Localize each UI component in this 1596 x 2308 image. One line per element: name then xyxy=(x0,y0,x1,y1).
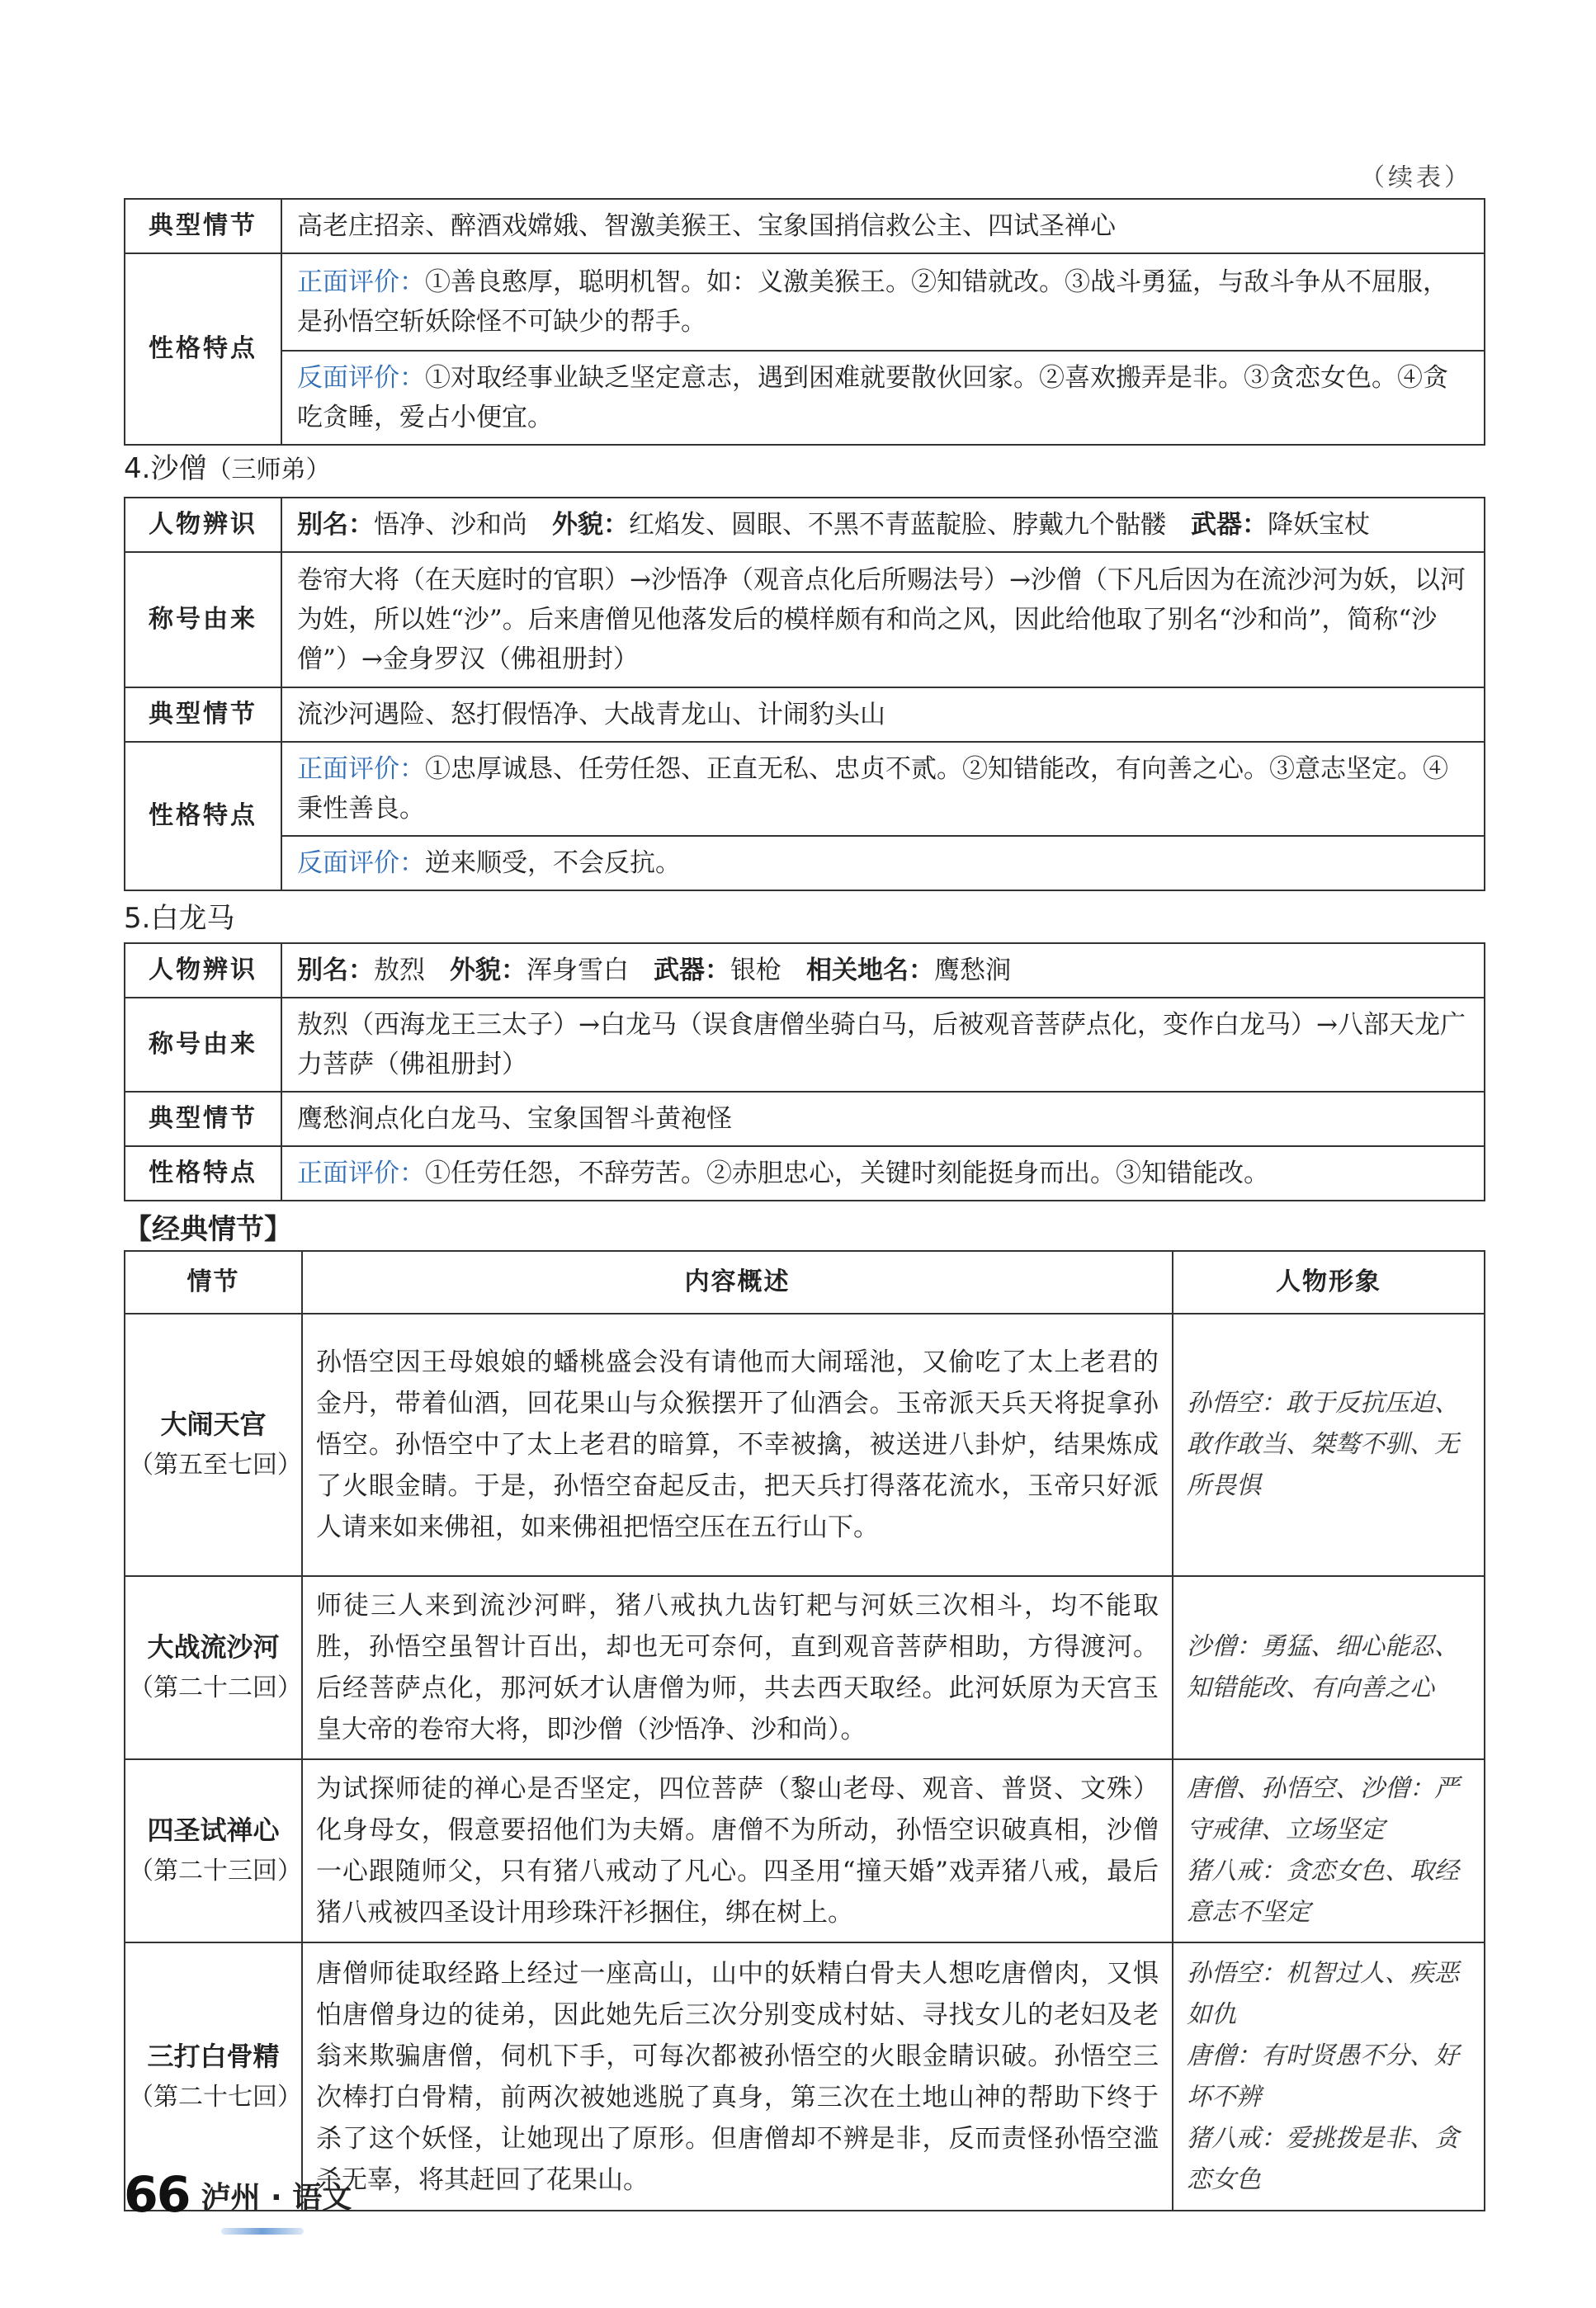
episode-name-cell: 四圣试禅心 （第二十三回） xyxy=(125,1759,302,1942)
header-plot: 情节 xyxy=(125,1251,302,1314)
label-plot: 典型情节 xyxy=(125,687,281,742)
page-number: 66 xyxy=(124,2166,190,2224)
header-summary: 内容概述 xyxy=(302,1251,1173,1314)
label-identify: 人物辨识 xyxy=(125,498,281,552)
classic-plots-title: 【经典情节】 xyxy=(124,1213,292,1246)
identify-row: 别名：敖烈 外貌：浑身雪白 武器：银枪 相关地名：鹰愁涧 xyxy=(281,943,1485,998)
label-origin: 称号由来 xyxy=(125,998,281,1092)
zhubajie-table-cont xyxy=(124,198,1485,446)
plot-text: 鹰愁涧点化白龙马、宝象国智斗黄袍怪 xyxy=(281,1092,1485,1146)
label-plot: 典型情节 xyxy=(125,199,281,253)
character-image: 孙悟空：机智过人、疾恶如仇 唐僧：有时贤愚不分、好坏不辨 猪八戒：爱挑拨是非、贪恋女色 xyxy=(1173,1942,1485,2211)
label-origin: 称号由来 xyxy=(125,552,281,687)
label-plot: 典型情节 xyxy=(125,1092,281,1146)
label-traits: 性格特点 xyxy=(125,1146,281,1201)
episode-name-cell: 大闹天宫 （第五至七回） xyxy=(125,1314,302,1576)
episode-summary: 唐僧师徒取经路上经过一座高山，山中的妖精白骨夫人想吃唐僧肉，又惧怕唐僧身边的徒弟，因此她先后三次分别变成村姑、寻找女儿的老妇及老翁来欺骗唐僧，伺机下手，可每次都被孙悟空的火眼金睛识破。孙悟空三次棒打白骨精，前两次被她逃脱了真身，第三次在土地山神的帮助下终于杀了这个妖怪，让她现出了原形。但唐僧却不辨是非，反而责怪孙悟空滥杀无辜，将其赶回了花果山。 xyxy=(302,1942,1173,2211)
section-title-shaseng: 4.沙僧（三师弟） xyxy=(124,452,331,485)
episode-name-cell: 大战流沙河 （第二十二回） xyxy=(125,1576,302,1759)
continued-note: （续表） xyxy=(1360,163,1472,192)
page-footer xyxy=(124,2166,352,2224)
negative-tag: 反面评价： xyxy=(297,363,425,393)
origin-text: 卷帘大将（在天庭时的官职）→沙悟净（观音点化后所赐法号）→沙僧（下凡后因为在流沙河为妖，以河为姓，所以姓“沙”。后来唐僧见他落发后的模样颇有和尚之风，因此给他取了别名“沙和尚”，简称“沙僧”）→金身罗汉（佛祖册封） xyxy=(281,552,1485,687)
section-title-bailongma: 5.白龙马 xyxy=(124,902,235,935)
plot-text: 流沙河遇险、怒打假悟净、大战青龙山、计闹豹头山 xyxy=(281,687,1485,742)
plot-text: 高老庄招亲、醉酒戏嫦娥、智激美猴王、宝象国捎信救公主、四试圣禅心 xyxy=(281,199,1485,253)
positive-text: ①善良憨厚，聪明机智。如：义激美猴王。②知错就改。③战斗勇猛，与敌斗争从不屈服，是孙悟空斩妖除怪不可缺少的帮手。 xyxy=(297,267,1448,337)
character-image: 唐僧、孙悟空、沙僧：严守戒律、立场坚定 猪八戒：贪恋女色、取经意志不坚定 xyxy=(1173,1759,1485,1942)
footer-text: 泸州 · 语文 xyxy=(201,2180,352,2215)
shaseng-table xyxy=(124,497,1485,891)
positive-eval: 正面评价：①忠厚诚恳、任劳任怨、正直无私、忠贞不贰。②知错能改，有向善之心。③意志坚定。④秉性善良。 xyxy=(281,742,1485,836)
character-image: 沙僧：勇猛、细心能忍、知错能改、有向善之心 xyxy=(1173,1576,1485,1759)
origin-text: 敖烈（西海龙王三太子）→白龙马（误食唐僧坐骑白马，后被观音菩萨点化，变作白龙马）→八部天龙广力菩萨（佛祖册封） xyxy=(281,998,1485,1092)
label-traits: 性格特点 xyxy=(125,742,281,890)
character-image: 孙悟空：敢于反抗压迫、敢作敢当、桀骜不驯、无所畏惧 xyxy=(1173,1314,1485,1576)
identify-row: 别名：悟净、沙和尚 外貌：红焰发、圆眼、不黑不青蓝靛脸、脖戴九个骷髅 武器：降妖宝杖 xyxy=(281,498,1485,552)
bailongma-table xyxy=(124,942,1485,1201)
episode-name-cell: 三打白骨精 （第二十七回） xyxy=(125,1942,302,2211)
header-image: 人物形象 xyxy=(1173,1251,1485,1314)
episode-summary: 为试探师徒的禅心是否坚定，四位菩萨（黎山老母、观音、普贤、文殊）化身母女，假意要招他们为夫婿。唐僧不为所动，孙悟空识破真相，沙僧一心跟随师父，只有猪八戒动了凡心。四圣用“撞天婚”戏弄猪八戒，最后猪八戒被四圣设计用珍珠汗衫捆住，绑在树上。 xyxy=(302,1759,1173,1942)
label-identify: 人物辨识 xyxy=(125,943,281,998)
episode-summary: 师徒三人来到流沙河畔，猪八戒执九齿钉耙与河妖三次相斗，均不能取胜，孙悟空虽智计百出，却也无可奈何，直到观音菩萨相助，方得渡河。后经菩萨点化，那河妖才认唐僧为师，共去西天取经。此河妖原为天宫玉皇大帝的卷帘大将，即沙僧（沙悟净、沙和尚）。 xyxy=(302,1576,1173,1759)
negative-eval xyxy=(281,351,1485,445)
positive-tag: 正面评价： xyxy=(297,267,425,297)
negative-text: ①对取经事业缺乏坚定意志，遇到困难就要散伙回家。②喜欢搬弄是非。③贪恋女色。④贪吃贪睡，爱占小便宜。 xyxy=(297,363,1448,432)
footer-underline xyxy=(221,2228,304,2235)
positive-eval: 正面评价：①任劳任怨，不辞劳苦。②赤胆忠心，关键时刻能挺身而出。③知错能改。 xyxy=(281,1146,1485,1201)
label-traits: 性格特点 xyxy=(125,253,281,445)
episode-summary: 孙悟空因王母娘娘的蟠桃盛会没有请他而大闹瑶池，又偷吃了太上老君的金丹，带着仙酒，回花果山与众猴摆开了仙酒会。玉帝派天兵天将捉拿孙悟空。孙悟空中了太上老君的暗算，不幸被擒，被送进八卦炉，结果炼成了火眼金睛。于是，孙悟空奋起反击，把天兵打得落花流水，玉帝只好派人请来如来佛祖，如来佛祖把悟空压在五行山下。 xyxy=(302,1314,1173,1576)
negative-eval: 反面评价：逆来顺受，不会反抗。 xyxy=(281,836,1485,890)
positive-eval xyxy=(281,253,1485,351)
classic-plots-table xyxy=(124,1250,1485,2211)
